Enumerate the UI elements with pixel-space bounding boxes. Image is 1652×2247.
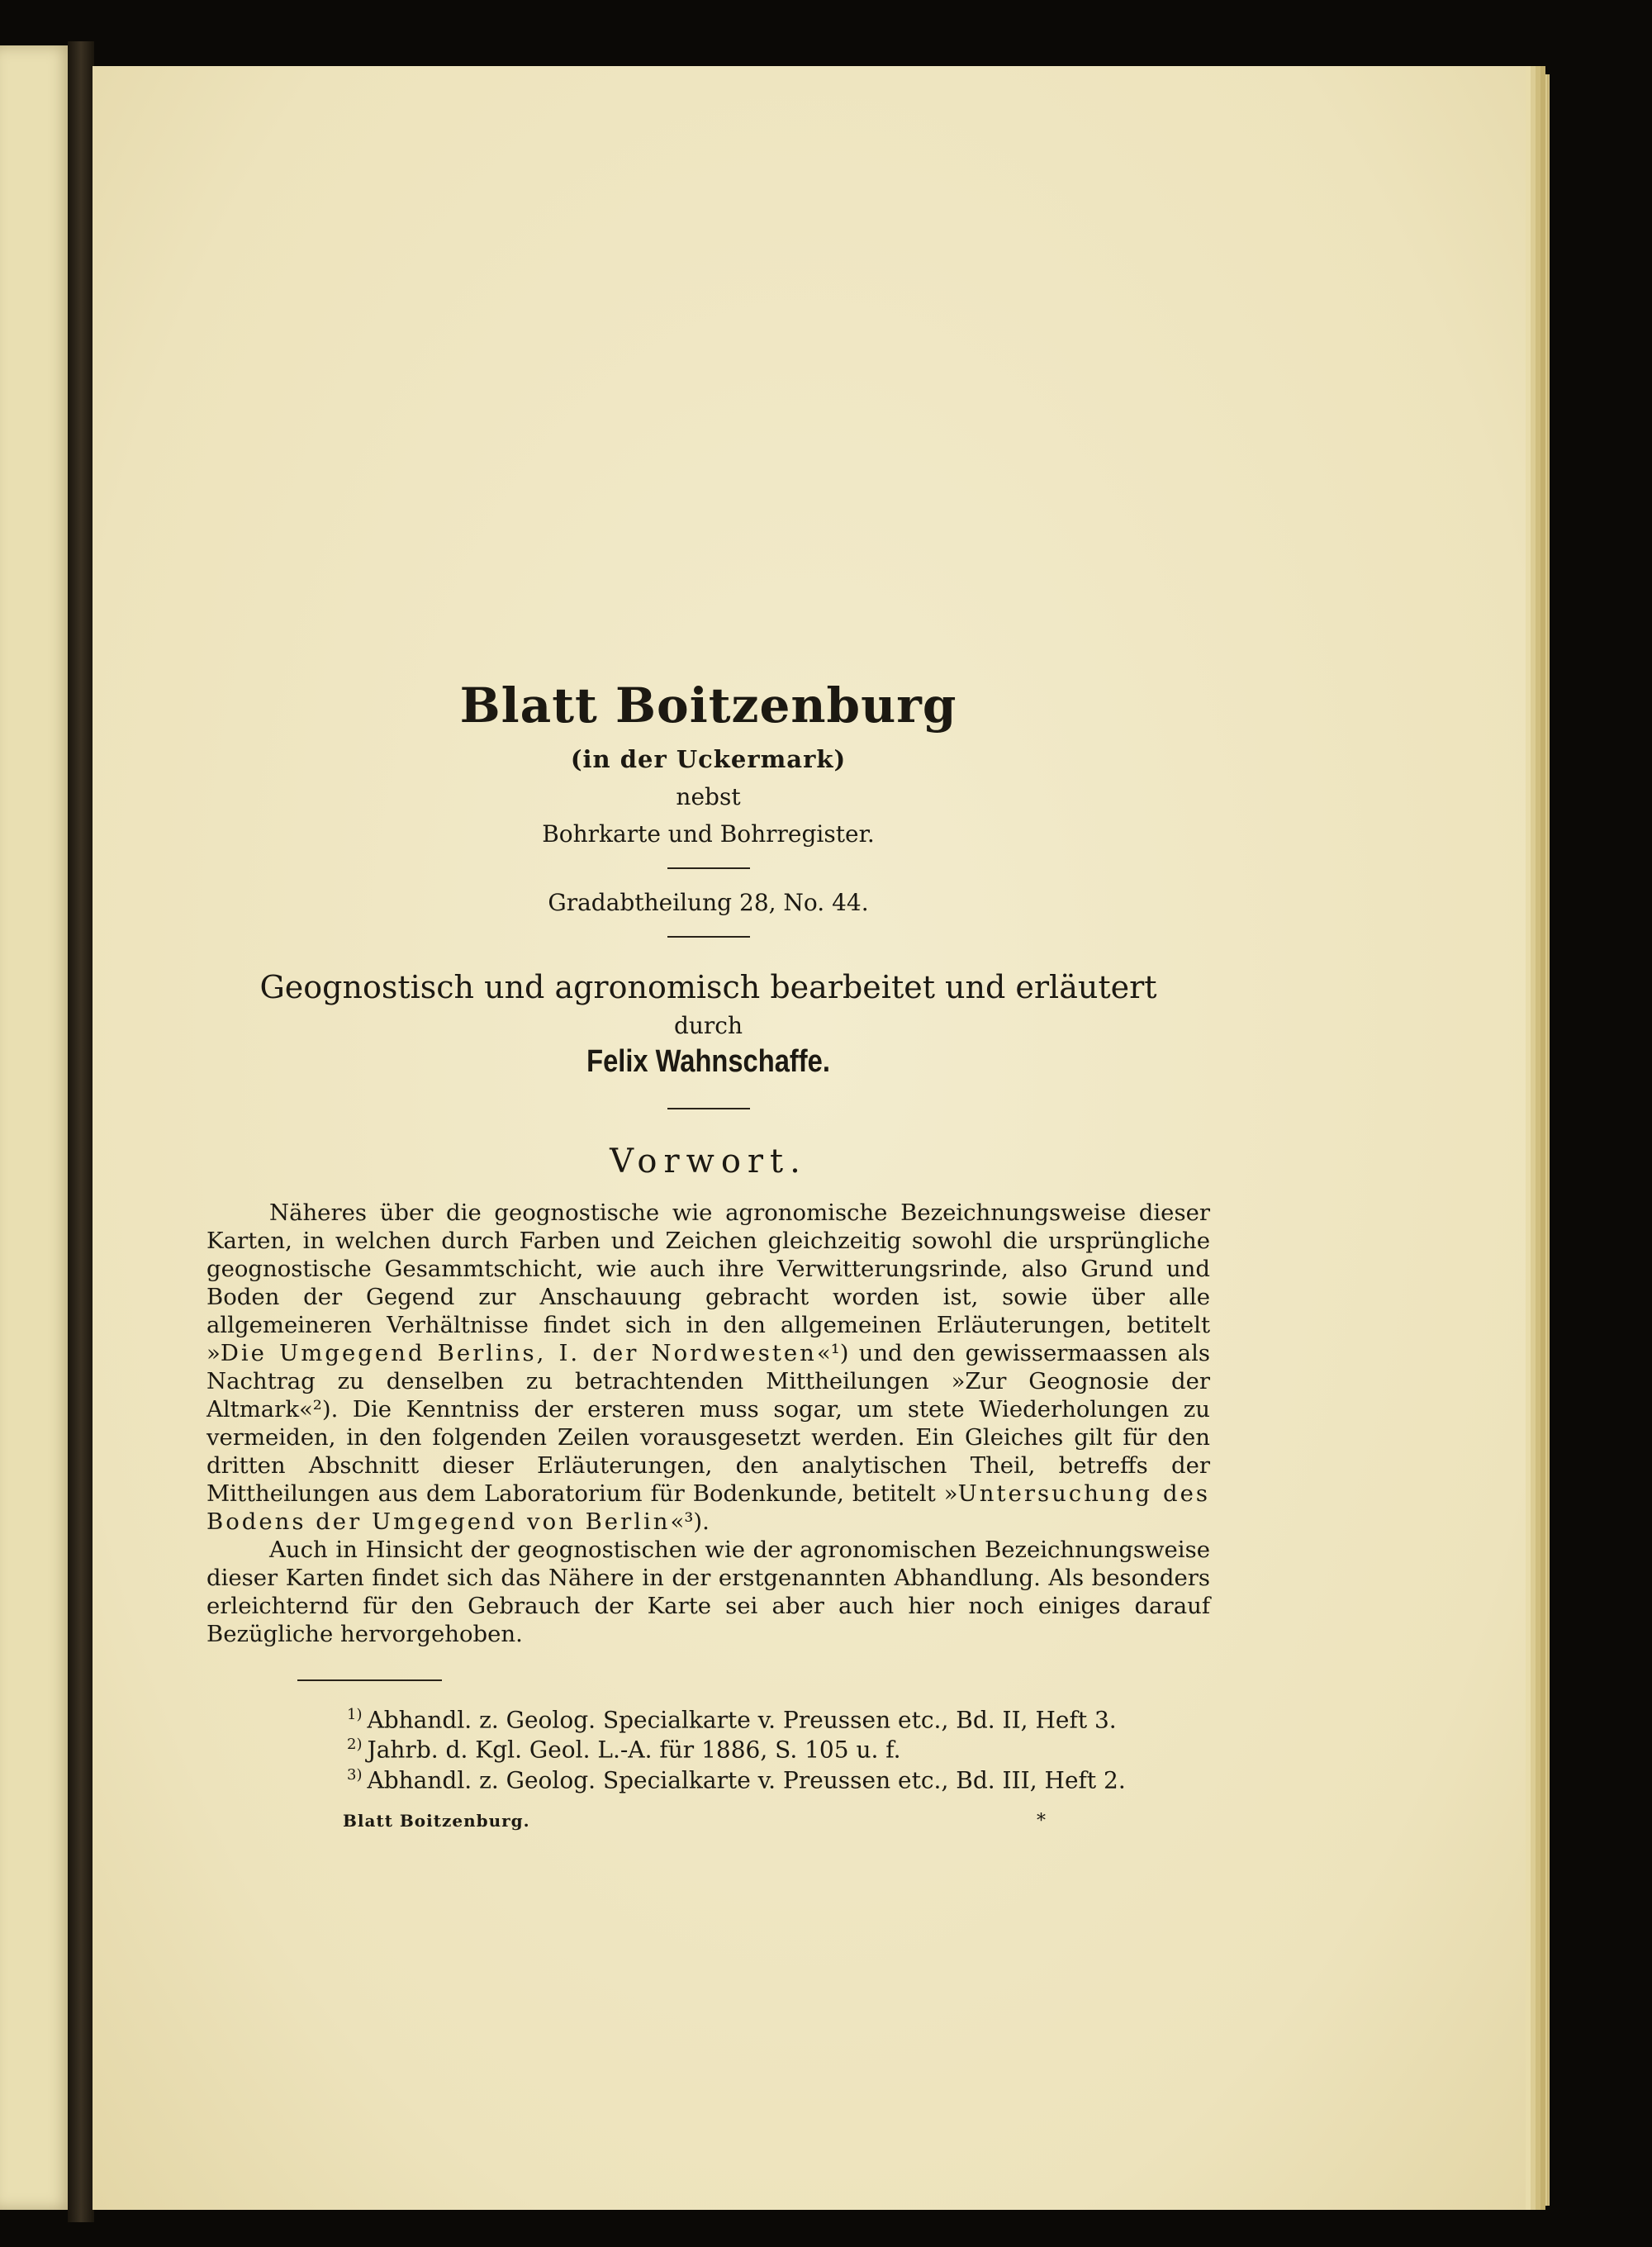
beilage-line: Bohrkarte und Bohrregister. xyxy=(542,820,875,848)
gradabtheilung-line: Gradabtheilung 28, No. 44. xyxy=(548,889,869,916)
body-text xyxy=(206,1199,1210,1648)
citation-title: Untersuchung des Bodens der Umgegend von Berlin xyxy=(206,1480,1210,1535)
citation-title: Die Umgegend Berlins, I. der Nordwesten xyxy=(220,1340,817,1366)
book-gutter xyxy=(68,41,94,2222)
divider-rule xyxy=(667,867,750,869)
page-footer xyxy=(206,1811,1210,1836)
footer-label: Blatt Boitzenburg. xyxy=(343,1810,530,1831)
footnote: $^{3)}$ Abhandl. z. Geolog. Specialkarte v. Preussen etc., Bd. III, Heft 2. xyxy=(347,1765,1126,1793)
divider-rule xyxy=(667,936,750,938)
left-page-edge xyxy=(0,45,73,2210)
footnote-separator xyxy=(297,1679,442,1681)
divider-rule xyxy=(667,1108,750,1109)
durch-line: durch xyxy=(673,1012,743,1039)
bearbeitet-line: Geognostisch und agronomisch bearbeitet und erläutert xyxy=(259,969,1157,1005)
footnotes xyxy=(206,1703,1210,1793)
author-name: Felix Wahnschaffe. xyxy=(586,1044,830,1079)
title-block xyxy=(206,677,1210,1181)
paragraph: Näheres über die geognostische wie agronomische Bezeichnungsweise dieser Karten, in welchen durch Farben und Zeichen gleichzeitig sowohl die ursprüngliche geognostische Gesammtschicht, wie auch ihre Verwitterungsrinde, also Grund und Boden der Gegend zur Anschauung gebracht worden ist, sowie über alle allgemeineren Verhältnisse findet sich in den allgemeinen Erläuterungen, betitelt »Die Umgegend Berlins, I. der Nordwesten«¹) und den gewissermaassen als Nachtrag zu denselben zu betrachtenden Mittheilungen »Zur Geognosie der Altmark«²). Die Kenntniss der ersteren muss sogar, um stete Wiederholungen zu vermeiden, in den folgenden Zeilen vorausgesetzt werden. Ein Gleiches gilt für den dritten Abschnitt dieser Erläuterungen, den analytischen Theil, betreffs der Mittheilungen aus dem Laboratorium für Bodenkunde, betitelt »Untersuchung des Bodens der Umgegend von Berlin«³). xyxy=(206,1200,1210,1535)
footnote: $^{2)}$ Jahrb. d. Kgl. Geol. L.-A. für 1886, S. 105 u. f. xyxy=(347,1736,901,1764)
page-title: Blatt Boitzenburg xyxy=(459,677,957,734)
paragraph: Auch in Hinsicht der geognostischen wie der agronomischen Bezeichnungsweise dieser Karten findet sich das Nähere in der erstgenannten Abhandlung. Als besonders erleichternd für den Gebrauch der Karte sei aber auch hier noch einiges darauf Bezügliche hervorgehoben. xyxy=(206,1537,1210,1647)
signature-mark: * xyxy=(1037,1810,1046,1831)
section-heading: Vorwort. xyxy=(610,1143,807,1181)
nebst-line: nebst xyxy=(676,783,741,810)
subtitle: (in der Uckermark) xyxy=(570,745,847,773)
page-content xyxy=(206,677,1210,1836)
footnote: $^{1)}$ Abhandl. z. Geolog. Specialkarte v. Preussen etc., Bd. II, Heft 3. xyxy=(347,1706,1117,1734)
page-stack-edge xyxy=(1528,74,1550,2206)
